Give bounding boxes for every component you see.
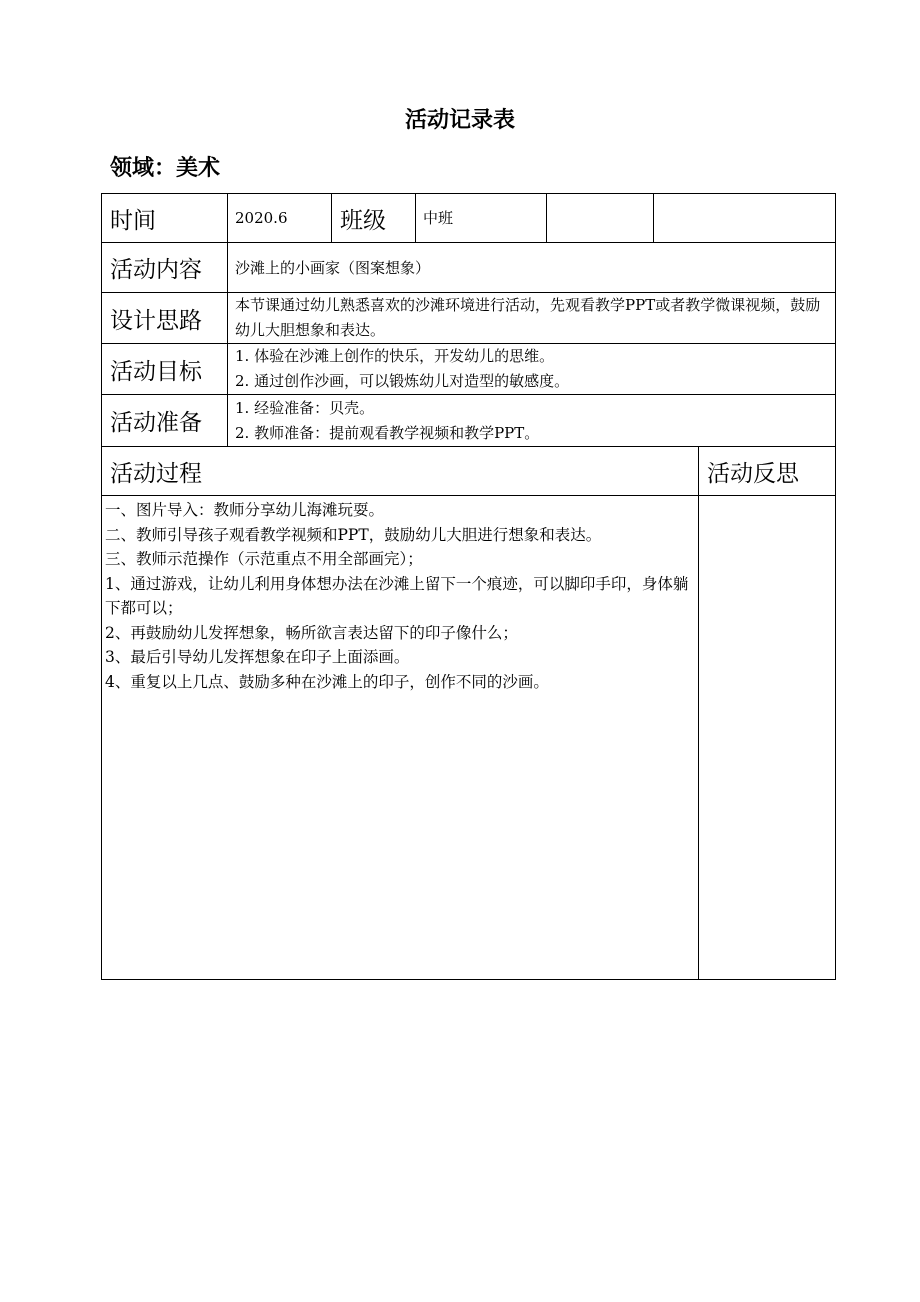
process-header-row bbox=[102, 447, 836, 496]
process-line-5: 2、再鼓励幼儿发挥想象，畅所欲言表达留下的印子像什么； bbox=[105, 623, 518, 642]
goal-item-1: 1. 体验在沙滩上创作的快乐，开发幼儿的思维。 bbox=[235, 347, 555, 365]
goal-item-2: 2. 通过创作沙画，可以锻炼幼儿对造型的敏感度。 bbox=[235, 372, 570, 390]
prep-item-1: 1. 经验准备：贝壳。 bbox=[235, 398, 375, 417]
design-label: 设计思路 bbox=[102, 293, 228, 344]
prep-cell bbox=[228, 395, 836, 447]
time-value: 2020.6 bbox=[228, 194, 332, 243]
time-row bbox=[102, 194, 836, 243]
content-value: 沙滩上的小画家（图案想象） bbox=[228, 243, 836, 293]
process-body-row bbox=[102, 496, 836, 980]
document-title: 活动记录表 bbox=[404, 108, 515, 133]
prep-row bbox=[102, 395, 836, 447]
class-value: 中班 bbox=[416, 194, 547, 243]
design-row bbox=[102, 293, 836, 344]
empty-cell-2 bbox=[654, 194, 836, 243]
content-label: 活动内容 bbox=[102, 243, 228, 293]
process-line-7: 4、重复以上几点、鼓励多种在沙滩上的印子，创作不同的沙画。 bbox=[105, 672, 549, 691]
class-label: 班级 bbox=[332, 194, 416, 243]
process-label: 活动过程 bbox=[102, 447, 699, 496]
goals-row bbox=[102, 344, 836, 395]
prep-label: 活动准备 bbox=[102, 395, 228, 447]
process-line-4: 1、通过游戏，让幼儿利用身体想办法在沙滩上留下一个痕迹，可以脚印手印，身体躺下都可以； bbox=[105, 574, 689, 617]
empty-cell-1 bbox=[547, 194, 654, 243]
design-value: 本节课通过幼儿熟悉喜欢的沙滩环境进行活动，先观看教学PPT或者教学微课视频，鼓励幼儿大胆想象和表达。 bbox=[228, 293, 836, 344]
process-content bbox=[102, 496, 699, 980]
prep-item-2: 2. 教师准备：提前观看教学视频和教学PPT。 bbox=[235, 423, 540, 442]
goals-label: 活动目标 bbox=[102, 344, 228, 395]
process-line-2: 二、教师引导孩子观看教学视频和PPT，鼓励幼儿大胆进行想象和表达。 bbox=[105, 525, 602, 544]
domain-heading: 领域：美术 bbox=[110, 156, 221, 181]
reflection-content bbox=[699, 496, 836, 980]
reflection-label: 活动反思 bbox=[699, 447, 836, 496]
process-line-6: 3、最后引导幼儿发挥想象在印子上面添画。 bbox=[105, 648, 410, 666]
process-line-1: 一、图片导入：教师分享幼儿海滩玩耍。 bbox=[105, 501, 385, 519]
activity-record-table bbox=[101, 193, 836, 980]
time-label: 时间 bbox=[102, 194, 228, 243]
process-line-3: 三、教师示范操作（示范重点不用全部画完）； bbox=[105, 550, 423, 568]
goals-cell bbox=[228, 344, 836, 395]
content-row bbox=[102, 243, 836, 293]
